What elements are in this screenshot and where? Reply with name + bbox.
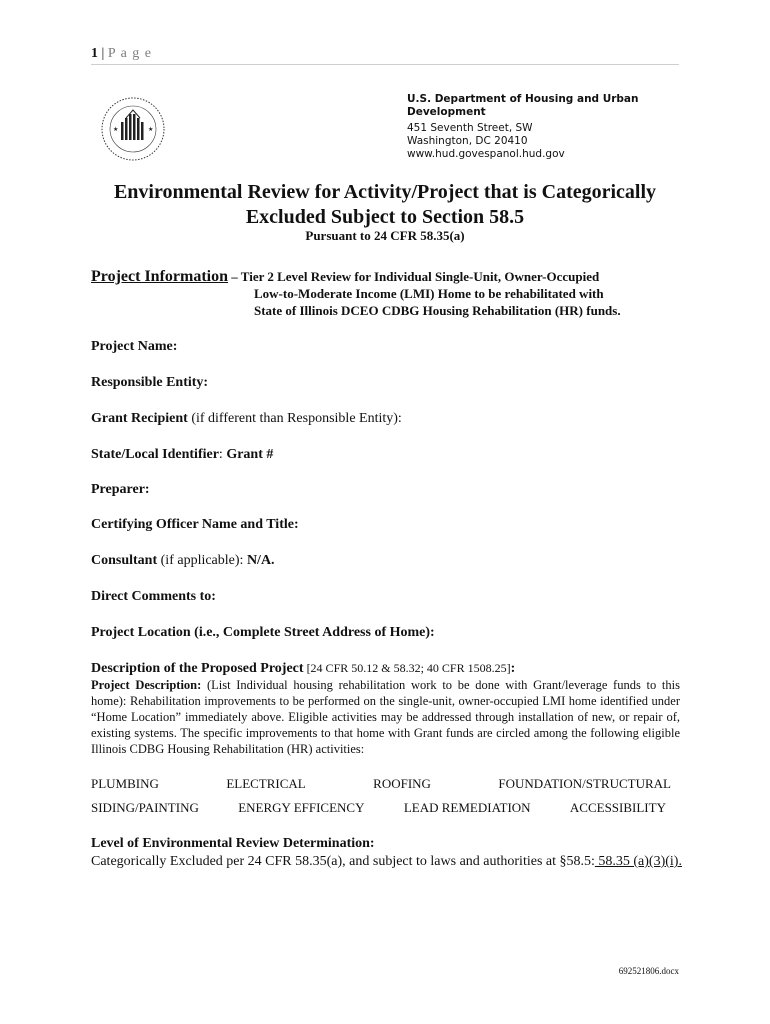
consultant-value: N/A. xyxy=(246,553,275,568)
project-location-field xyxy=(91,625,435,641)
project-name-field xyxy=(91,339,177,355)
agency-address-line2: Washington, DC 20410 xyxy=(407,135,528,147)
level-of-review-section xyxy=(91,835,691,871)
hud-seal-icon xyxy=(100,96,166,162)
activity-electrical: ELECTRICAL xyxy=(226,776,306,791)
project-information-line3: State of Illinois DCEO CDBG Housing Rehabilitation (HR) funds. xyxy=(254,303,621,318)
project-description-label: Project Description: xyxy=(91,678,202,692)
level-of-review-heading: Level of Environmental Review Determination: xyxy=(91,836,375,851)
direct-comments-label: Direct Comments to: xyxy=(91,589,216,604)
activity-foundation-structural: FOUNDATION/STRUCTURAL xyxy=(498,776,671,791)
level-of-review-text: Categorically Excluded per 24 CFR 58.35(a), and subject to laws and authorities at §58.5: xyxy=(91,854,595,869)
activity-roofing: ROOFING xyxy=(373,776,431,791)
page-header xyxy=(91,46,679,65)
preparer-field xyxy=(91,482,150,498)
activity-accessibility: ACCESSIBILITY xyxy=(569,800,666,815)
activity-lead-remediation: LEAD REMEDIATION xyxy=(403,800,531,815)
state-local-identifier-value: Grant # xyxy=(226,447,274,462)
title-line1: Environmental Review for Activity/Project that is Categorically xyxy=(113,181,657,203)
consultant-label: Consultant xyxy=(91,553,158,568)
svg-text:★: ★ xyxy=(148,126,154,133)
svg-text:★: ★ xyxy=(113,126,119,133)
project-name-label: Project Name: xyxy=(91,339,178,354)
activity-plumbing: PLUMBING xyxy=(91,776,159,791)
project-description-body: (List Individual housing rehabilitation work to be done with Grant/leverage funds to this home): Rehabilitation improvements to be performed on the single-unit, owner-occupied LMI home identified under “Home Location” immediately above. Eligible activities may be addressed through installation of new, or repair of, existing systems. The specific improvements to that home with Grant funds are circled among the following eligible Illinois CDBG Housing Rehabilitation (HR) activities: xyxy=(91,678,680,756)
description-citation: [24 CFR 50.12 & 58.32; 40 CFR 1508.25] xyxy=(303,661,511,675)
project-location-label: Project Location (i.e., Complete Street Address of Home): xyxy=(91,625,435,640)
preparer-label: Preparer: xyxy=(91,482,150,497)
activities-row-1 xyxy=(91,776,671,792)
level-of-review-citation: 58.35 (a)(3)(i). xyxy=(594,854,682,869)
consultant-field xyxy=(91,553,275,569)
project-information-line2: Low-to-Moderate Income (LMI) Home to be rehabilitated with xyxy=(254,286,604,301)
project-description-section xyxy=(91,660,680,757)
description-heading: Description of the Proposed Project xyxy=(91,661,304,676)
project-information xyxy=(91,268,691,319)
state-local-identifier-field xyxy=(91,447,273,463)
agency-website: www.hud.govespanol.hud.gov xyxy=(407,148,565,160)
state-local-identifier-colon: : xyxy=(218,447,227,462)
grant-recipient-label: Grant Recipient xyxy=(91,411,188,426)
agency-address-block xyxy=(407,93,657,161)
agency-address-line1: 451 Seventh Street, SW xyxy=(407,122,533,134)
project-information-heading: Project Information xyxy=(91,268,228,285)
consultant-note: (if applicable): xyxy=(157,553,247,568)
page-label: P a g e xyxy=(107,46,153,61)
document-title xyxy=(60,180,710,230)
document-subtitle: Pursuant to 24 CFR 58.35(a) xyxy=(305,228,465,243)
certifying-officer-field xyxy=(91,517,299,533)
title-line2: Excluded Subject to Section 58.5 xyxy=(245,206,525,228)
page-number: 1 xyxy=(91,46,98,61)
page-separator: | xyxy=(98,46,108,61)
description-colon: : xyxy=(510,661,516,676)
agency-name: U.S. Department of Housing and Urban Development xyxy=(407,93,639,118)
project-information-dash: – xyxy=(228,269,241,284)
certifying-officer-label: Certifying Officer Name and Title: xyxy=(91,517,299,532)
responsible-entity-label: Responsible Entity: xyxy=(91,375,209,390)
activity-energy-efficiency: ENERGY EFFICENCY xyxy=(238,800,365,815)
grant-recipient-field xyxy=(91,411,402,427)
project-information-line1: Tier 2 Level Review for Individual Single-Unit, Owner-Occupied xyxy=(240,269,600,284)
grant-recipient-note: (if different than Responsible Entity): xyxy=(187,411,402,426)
activity-siding-painting: SIDING/PAINTING xyxy=(91,800,199,815)
footer-filename: 692521806.docx xyxy=(618,966,679,976)
responsible-entity-field xyxy=(91,375,208,391)
direct-comments-field xyxy=(91,589,216,605)
activities-row-2 xyxy=(91,800,666,816)
state-local-identifier-label: State/Local Identifier xyxy=(91,447,219,462)
